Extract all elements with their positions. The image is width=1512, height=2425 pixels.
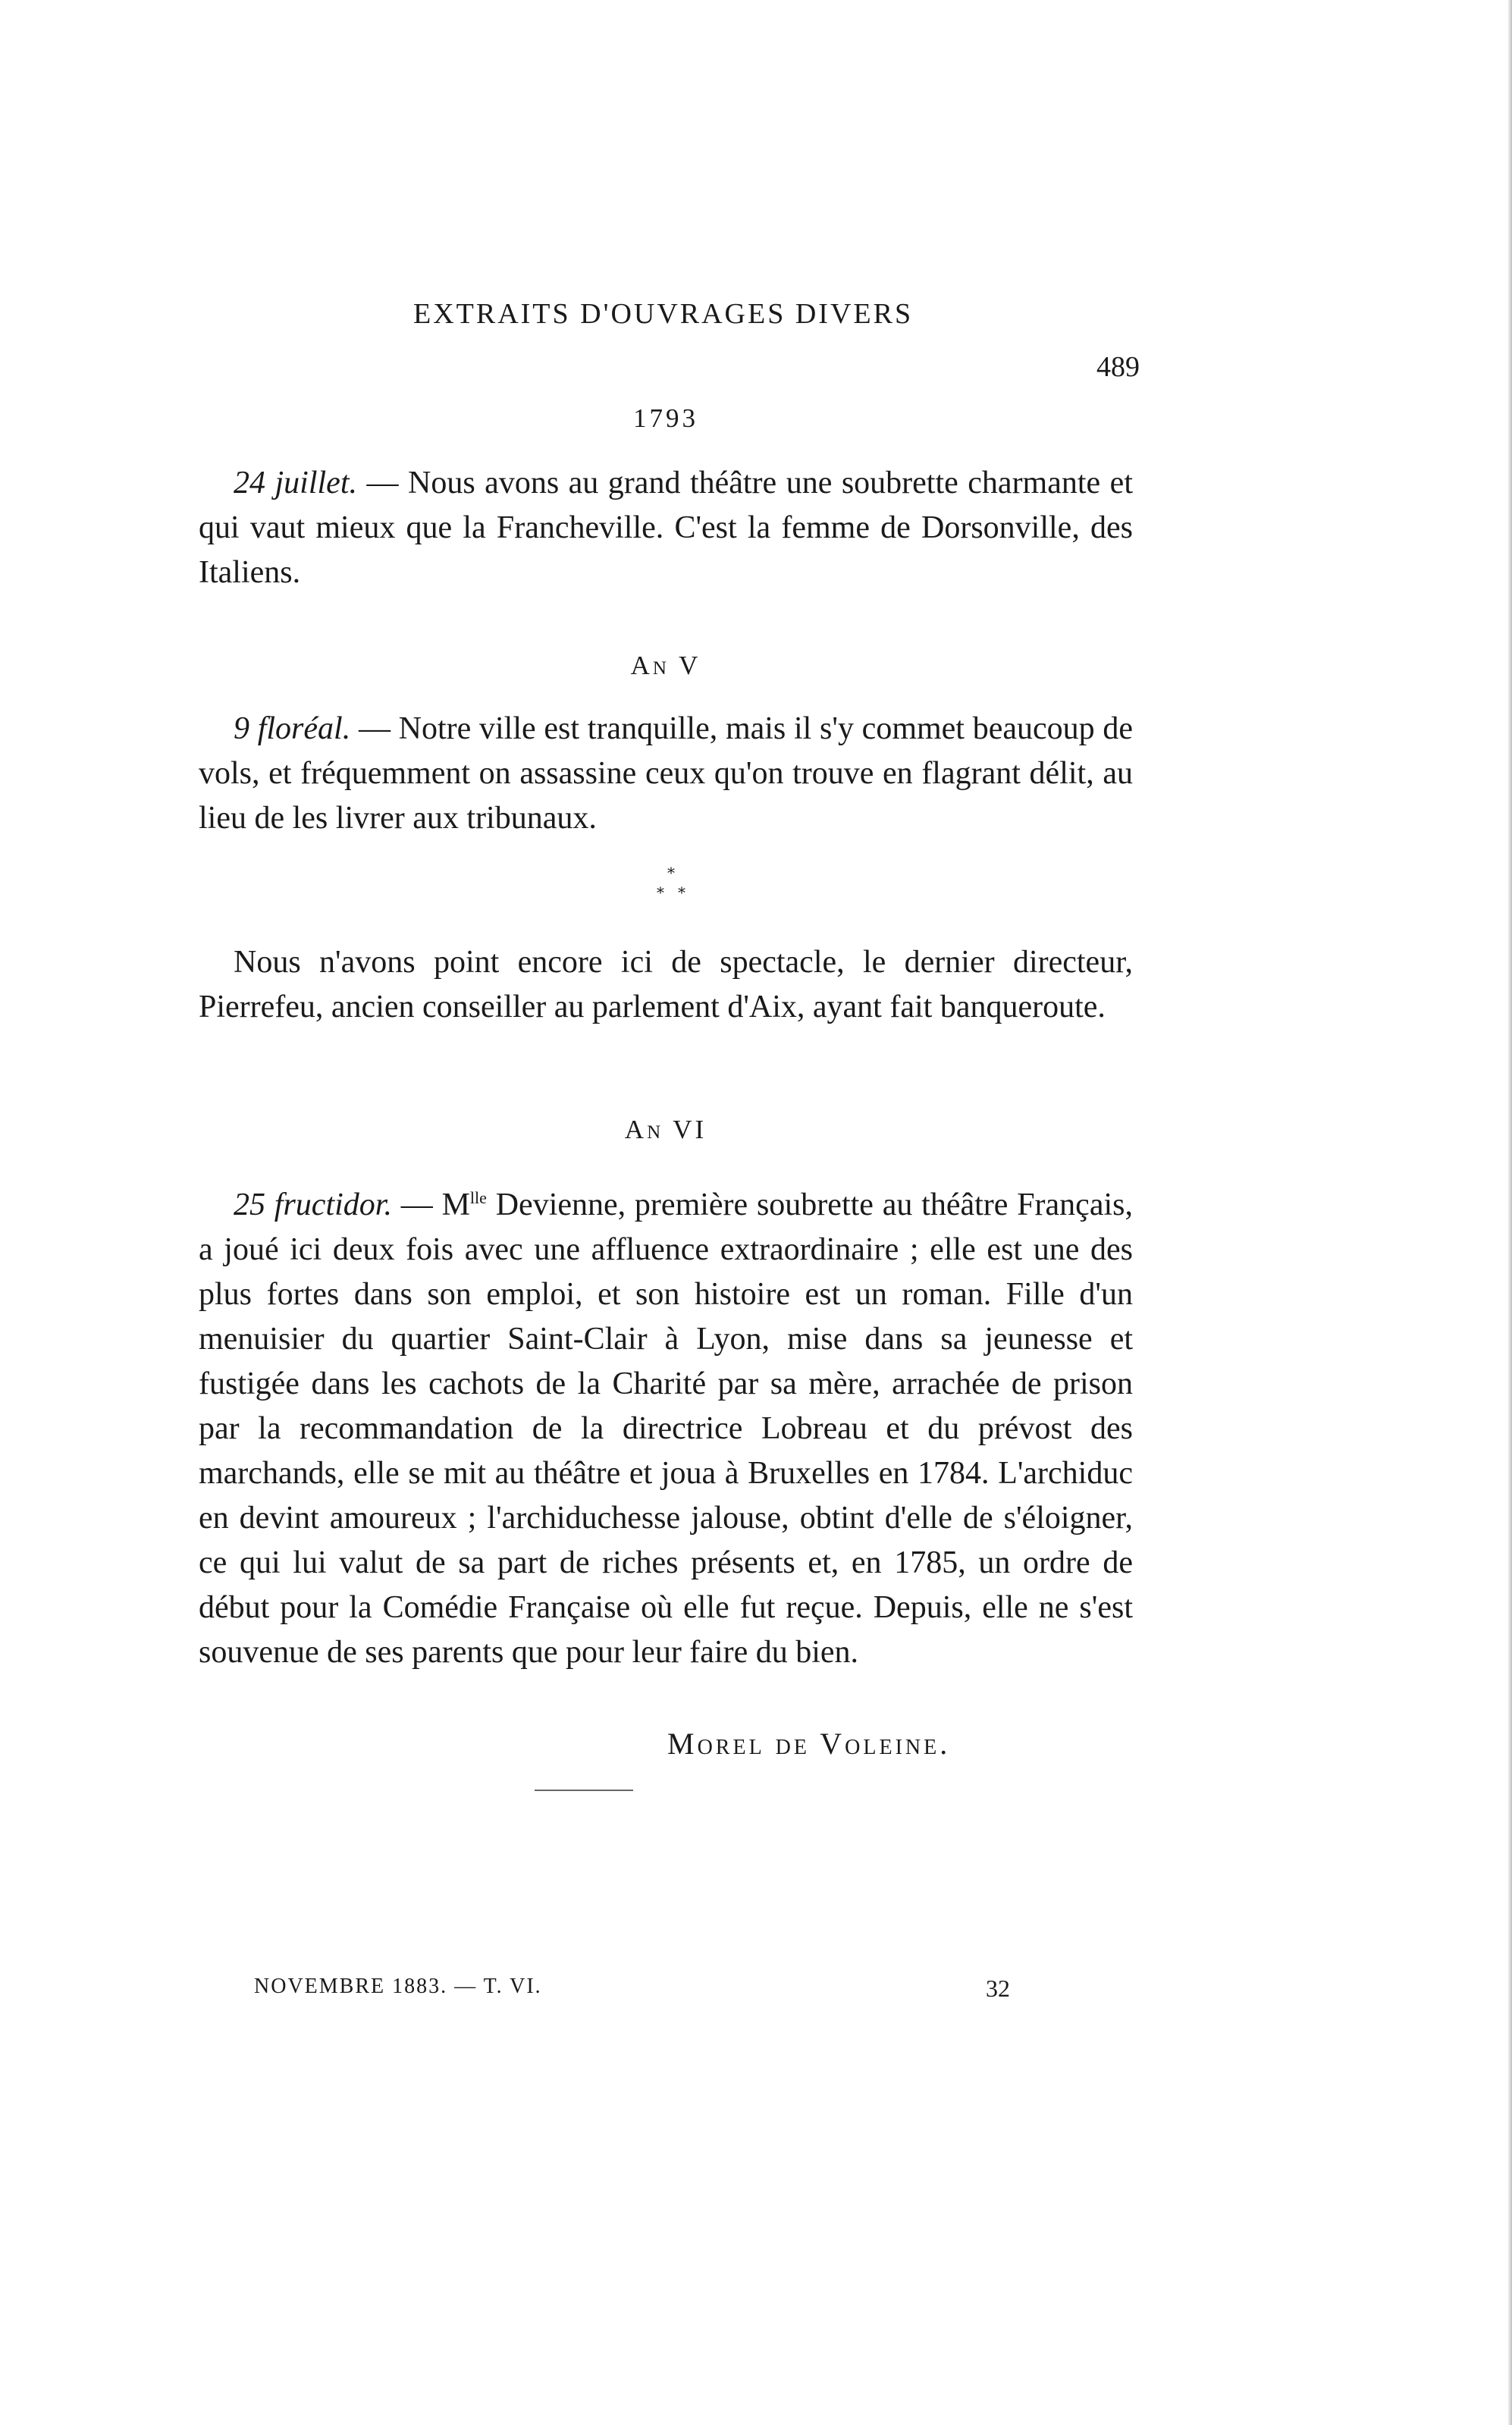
paragraph-an-vi xyxy=(199,1175,1133,1675)
section-heading-1793: 1793 xyxy=(633,403,698,433)
entry-text: — Nous avons au grand théâtre une soubrette charmante et qui vaut mieux que la Francheville. C'est la femme de Dorsonville, des Italiens. xyxy=(199,466,1133,590)
paragraph-spectacle xyxy=(199,940,1133,1030)
section-heading-an-v: An V xyxy=(630,651,701,680)
superscript-lle: lle xyxy=(469,1188,487,1207)
entry-date: 9 floréal. xyxy=(234,711,351,746)
entry-date: 24 juillet. xyxy=(234,466,357,500)
entry-text: Devienne, première soubrette au théâtre Français, a joué ici deux fois avec une affluence extraordinaire ; elle est une des plus fortes dans son emploi, et son histoire est un roman. Fille d'un menuisier du quartier Saint-Clair à Lyon, mise dans sa jeunesse et fustigée dans les cachots de la Charité par sa mère, arrachée de prison par la recommandation de la directrice Lobreau et du prévost des marchands, elle se mit au théâtre et joua à Bruxelles en 1784. L'archiduc en devint amoureux ; l'archiduchesse jalouse, obtint d'elle de s'éloigner, ce qui lui valut de sa part de riches présents et, en 1785, un ordre de début pour la Comédie Française où elle fut reçue. Depuis, elle ne s'est souvenue de ses parents que pour leur faire du bien. xyxy=(199,1187,1133,1670)
entry-text: Nous n'avons point encore ici de spectacle, le dernier directeur, Pierrefeu, ancien conseiller au parlement d'Aix, ayant fait banqueroute. xyxy=(199,945,1133,1024)
running-title: EXTRAITS D'OUVRAGES DIVERS xyxy=(413,298,914,330)
section-heading-an-vi: An VI xyxy=(624,1115,707,1144)
closing-rule xyxy=(535,1790,633,1791)
entry-date: 25 fructidor. xyxy=(234,1187,392,1222)
signature-mark: 32 xyxy=(986,1975,1010,2002)
asterism-icon xyxy=(641,864,701,904)
paragraph-an-v xyxy=(199,707,1133,841)
issue-footer: NOVEMBRE 1883. — T. VI. xyxy=(254,1975,542,1998)
svg-text:*: * xyxy=(667,864,675,882)
entry-text: — Notre ville est tranquille, mais il s'y commet beaucoup de vols, et fréquemment on assassine ceux qu'on trouve en flagrant délit, au lieu de les livrer aux tribunaux. xyxy=(199,711,1133,836)
asterism-separator xyxy=(641,864,701,908)
author-signature: Morel de Voleine. xyxy=(667,1727,951,1761)
svg-text:*: * xyxy=(678,883,685,902)
scan-edge xyxy=(1507,0,1512,2425)
entry-dash: — M xyxy=(391,1187,470,1222)
svg-text:*: * xyxy=(657,883,664,902)
paragraph-1793 xyxy=(199,461,1133,595)
page-number: 489 xyxy=(1096,351,1140,383)
